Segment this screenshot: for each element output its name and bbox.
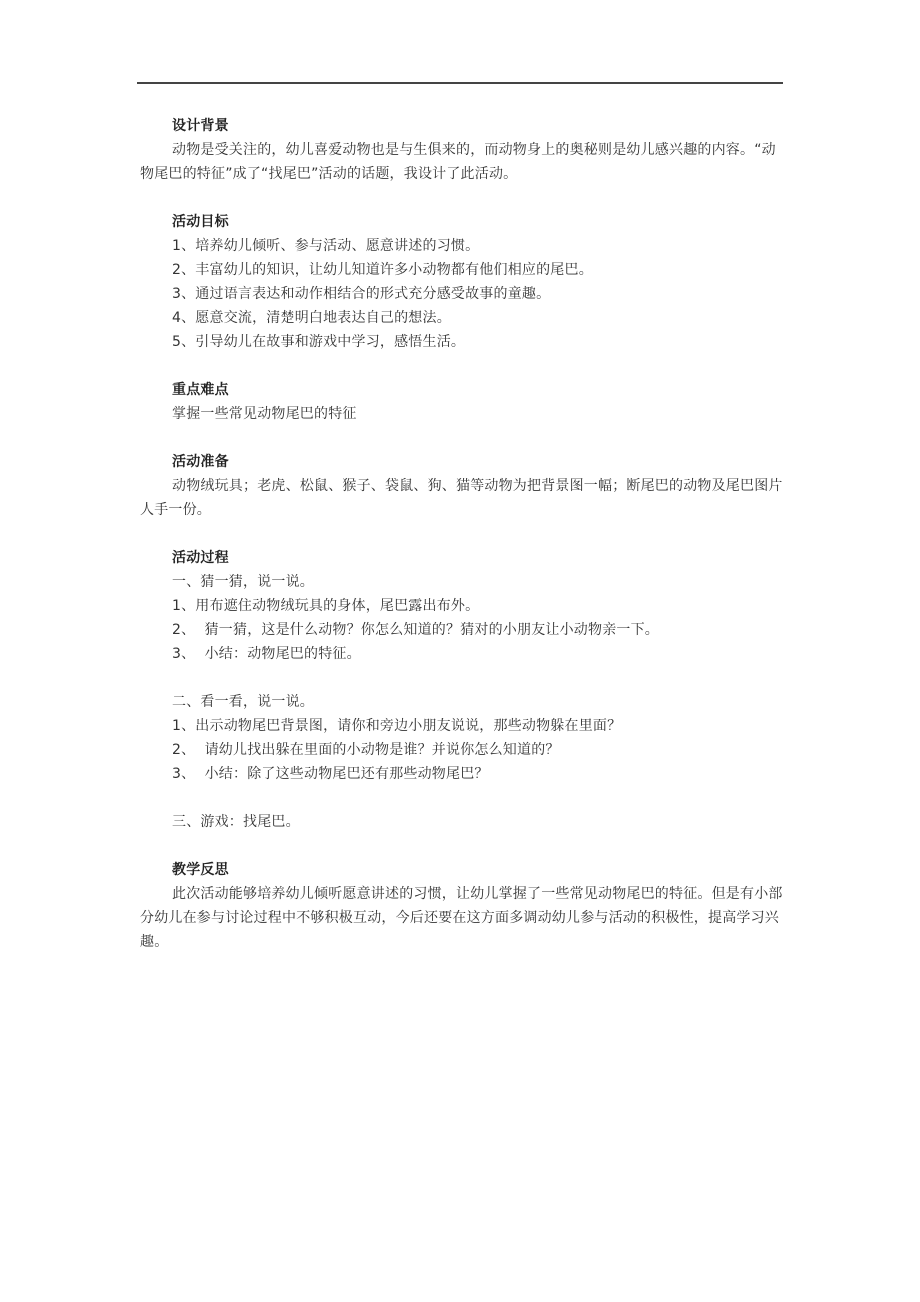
section-key-points xyxy=(140,378,785,426)
section-heading: 活动目标 xyxy=(172,214,229,230)
document-body xyxy=(140,114,785,978)
list-item: 1、培养幼儿倾听、参与活动、愿意讲述的习惯。 xyxy=(172,238,480,254)
list-item: 2、丰富幼儿的知识，让幼儿知道许多小动物都有他们相应的尾巴。 xyxy=(172,262,593,278)
section-reflection xyxy=(140,858,785,954)
list-item: 1、出示动物尾巴背景图，请你和旁边小朋友说说，那些动物躲在里面？ xyxy=(172,718,622,734)
list-item: 3、 小结：动物尾巴的特征。 xyxy=(172,646,361,662)
process-part-title: 一、猜一猜，说一说。 xyxy=(172,574,314,590)
section-process-part2 xyxy=(140,690,785,786)
section-background xyxy=(140,114,785,186)
paragraph: 此次活动能够培养幼儿倾听愿意讲述的习惯，让幼儿掌握了一些常见动物尾巴的特征。但是有小部分幼儿在参与讨论过程中不够积极互动，今后还要在这方面多调动幼儿参与活动的积极性，提高学习兴趣。 xyxy=(140,886,783,950)
header-rule xyxy=(137,82,783,84)
list-item: 2、 猜一猜，这是什么动物？你怎么知道的？猜对的小朋友让小动物亲一下。 xyxy=(172,622,660,638)
list-item: 5、引导幼儿在故事和游戏中学习，感悟生活。 xyxy=(172,334,466,350)
section-process-part3 xyxy=(140,810,785,834)
process-part-title: 二、看一看，说一说。 xyxy=(172,694,314,710)
section-heading: 活动过程 xyxy=(172,550,229,566)
paragraph: 掌握一些常见动物尾巴的特征 xyxy=(172,406,357,422)
section-preparation xyxy=(140,450,785,522)
process-part-title: 三、游戏：找尾巴。 xyxy=(172,814,300,830)
section-heading: 活动准备 xyxy=(172,454,229,470)
section-process xyxy=(140,546,785,666)
list-item: 3、通过语言表达和动作相结合的形式充分感受故事的童趣。 xyxy=(172,286,551,302)
paragraph: 动物是受关注的，幼儿喜爱动物也是与生俱来的，而动物身上的奥秘则是幼儿感兴趣的内容。“动物尾巴的特征”成了“找尾巴”活动的话题，我设计了此活动。 xyxy=(140,142,776,182)
list-item: 3、 小结：除了这些动物尾巴还有那些动物尾巴？ xyxy=(172,766,489,782)
section-heading: 教学反思 xyxy=(172,862,229,878)
list-item: 4、愿意交流，清楚明白地表达自己的想法。 xyxy=(172,310,451,326)
section-heading: 设计背景 xyxy=(172,118,229,134)
list-item: 1、用布遮住动物绒玩具的身体，尾巴露出布外。 xyxy=(172,598,480,614)
paragraph: 动物绒玩具；老虎、松鼠、猴子、袋鼠、狗、猫等动物为把背景图一幅；断尾巴的动物及尾巴图片人手一份。 xyxy=(140,478,783,518)
section-heading: 重点难点 xyxy=(172,382,229,398)
list-item: 2、 请幼儿找出躲在里面的小动物是谁？并说你怎么知道的？ xyxy=(172,742,560,758)
section-goals xyxy=(140,210,785,354)
